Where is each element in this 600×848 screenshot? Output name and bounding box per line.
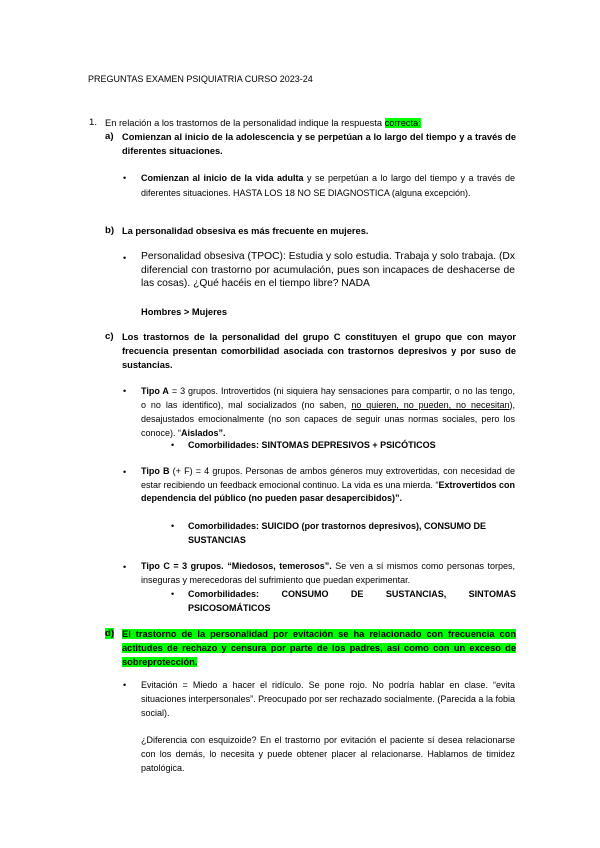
option-a-note [141,171,515,200]
type-b-title: Tipo B [141,466,170,476]
type-b-t1: (+ F) = 4 grupos. Personas de ambos géneros muy extrovertidas, con necesidad de estar recibiendo un feedback emocional continuo. La vida es una mierda. “ [141,466,515,490]
option-b-text: La personalidad obsesiva es más frecuente en mujeres. [122,226,369,236]
type-a-t2: ), desajustados emocionalmente (no son capaces de seguir unas normas sociales, pero los conoce). “ [141,400,515,438]
option-a-label: a) [105,131,114,142]
question-number: 1. [89,117,98,128]
type-a-underline: no quieren, no pueden, no necesitan [351,400,510,410]
option-a-note-bullet: • [123,173,127,183]
type-c-text [141,560,515,587]
type-b-bullet: • [123,467,127,477]
option-a-text: Comienzan al inicio de la adolescencia y se perpetúan a lo largo del tiempo y a través de diferentes situaciones. [122,132,516,156]
option-d-note2: ¿Diferencia con esquizoide? En el trastorno por evitación el paciente sí desea relacionarse con los demás, lo necesita y puede obtener placer al relacionarse. Hablamos de timidez patológica. [141,735,515,773]
option-d-note: Evitación = Miedo a hacer el ridículo. Se pone rojo. No podría hablar en clase. “evita situaciones interpersonales”. Preocupado por ser rechazado socialmente. (Parecida a la fobia social). [141,680,515,718]
type-a-sub-bullet: • [171,440,175,450]
type-c-t1: Se ven a sí mismos como personas torpes, inseguras y merecedoras del sufrimiento que puedan experimentar. [141,561,515,585]
type-a-title: Tipo A [141,386,169,396]
type-c-comorbidities: Comorbilidades: CONSUMO DE SUSTANCIAS, SINTOMAS PSICOSOMÁTICOS [188,589,516,613]
option-d-label-text: d) [105,628,115,639]
option-d-label [105,627,114,641]
option-b-summary: Hombres > Mujeres [141,307,228,317]
type-a-comorbidities: Comorbilidades: SINTOMAS DEPRESIVOS + PSICÓTICOS [188,440,436,450]
option-c-label: c) [105,331,114,342]
option-a-note-bold: Comienzan al inicio de la vida adulta [141,173,304,183]
option-b-note: Personalidad obsesiva (TPOC): Estudia y solo estudia. Trabaja y solo trabaja. (Dx diferencial con trastorno por acumulación, pues son incapaces de deshacerse de las cosas). ¿Qué hacéis en el tiempo libre? NADA [141,251,515,289]
option-c-text: Los trastornos de la personalidad del grupo C constituyen el grupo que con mayor frecuencia presentan comorbilidad asociada con trastornos depresivos y por suso de sustancias. [122,332,516,370]
type-b-bold: Extrovertidos con dependencia del público (no pueden pasar desapercibidos)”. [141,479,515,503]
type-b-comorbidities: Comorbilidades: SUICIDO (por trastornos depresivos), CONSUMO DE SUSTANCIAS [188,521,487,545]
document-title [88,72,528,86]
option-d-note-bullet: • [123,680,127,690]
type-c-bullet: • [123,562,127,572]
type-c-title: Tipo C = 3 grupos. “Miedosos, temerosos”. [141,561,332,571]
type-b-text [141,465,515,506]
type-c-sub-bullet: • [171,589,175,599]
question-text-highlight: correcta: [384,118,421,128]
option-b-note-bullet: • [123,253,127,263]
option-d-text-highlight: El trastorno de la personalidad por evitación se ha relacionado con frecuencia con actitudes de rechazo y censura por parte de los padres, así como con un exceso de sobreprotección. [122,629,516,667]
document-title-text: PREGUNTAS EXAMEN PSIQUIATRIA CURSO 2023-24 [88,74,313,84]
type-a-text [141,384,515,440]
type-a-t1: = 3 grupos. Introvertidos (ni siquiera hay sensaciones para compartir, o no las tengo, o no las identifico), mal socializados (no saben, [141,386,515,410]
type-a-bullet: • [123,386,127,396]
option-d-text [122,627,516,669]
type-b-sub-bullet: • [171,521,175,531]
question-text [105,116,525,130]
type-a-bold-end: Aislados”. [181,428,226,438]
option-b-label: b) [105,225,115,236]
option-a-note-rest: y se perpetúan a lo largo del tiempo y a través de diferentes situaciones. HASTA LOS 18 NO SE DIAGNOSTICA (alguna excepción). [141,173,515,198]
question-text-main: En relación a los trastornos de la personalidad indique la respuesta [105,118,385,128]
